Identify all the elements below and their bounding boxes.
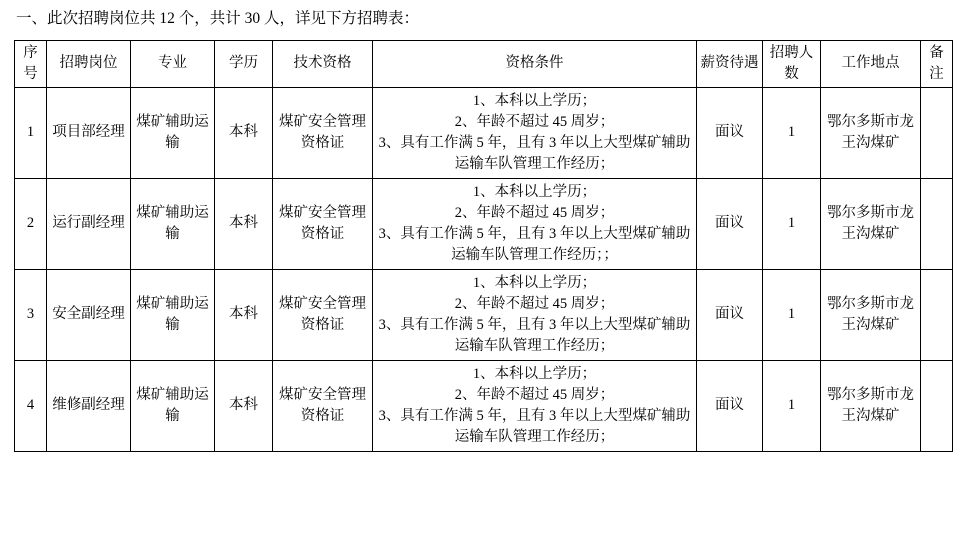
table-header-row: [15, 40, 953, 87]
cell-count: 1: [763, 178, 821, 269]
requirement-line: 2、年龄不超过 45 周岁；: [454, 204, 615, 221]
cell-salary: 面议: [697, 87, 763, 178]
cell-location: 鄂尔多斯市龙王沟煤矿: [821, 360, 921, 451]
cell-requirements: [373, 178, 697, 269]
cell-count: 1: [763, 87, 821, 178]
header-location: 工作地点: [821, 40, 921, 87]
cell-major: 煤矿辅助运输: [131, 178, 215, 269]
requirement-line: 3、具有工作满 5 年，且有 3 年以上大型煤矿辅助运输车队管理工作经历；: [378, 316, 691, 354]
cell-count: 1: [763, 360, 821, 451]
cell-requirements: [373, 87, 697, 178]
header-certificate: 技术资格: [273, 40, 373, 87]
header-count: 招聘人数: [763, 40, 821, 87]
cell-remark: [921, 87, 953, 178]
requirement-line: 1、本科以上学历；: [472, 274, 597, 291]
header-salary: 薪资待遇: [697, 40, 763, 87]
requirement-line: 3、具有工作满 5 年，且有 3 年以上大型煤矿辅助运输车队管理工作经历；: [378, 134, 691, 172]
cell-education: 本科: [215, 360, 273, 451]
requirement-line: 1、本科以上学历；: [472, 183, 597, 200]
cell-education: 本科: [215, 178, 273, 269]
requirement-line: 2、年龄不超过 45 周岁；: [454, 113, 615, 130]
cell-remark: [921, 360, 953, 451]
header-post: 招聘岗位: [47, 40, 131, 87]
cell-salary: 面议: [697, 269, 763, 360]
cell-location: 鄂尔多斯市龙王沟煤矿: [821, 178, 921, 269]
cell-major: 煤矿辅助运输: [131, 360, 215, 451]
cell-count: 1: [763, 269, 821, 360]
intro-paragraph: 一、此次招聘岗位共 12 个，共计 30 人，详见下方招聘表：: [16, 10, 420, 27]
cell-index: 3: [15, 269, 47, 360]
requirement-line: 1、本科以上学历；: [472, 92, 597, 109]
cell-index: 2: [15, 178, 47, 269]
cell-post: 运行副经理: [47, 178, 131, 269]
cell-remark: [921, 178, 953, 269]
header-requirements: 资格条件: [373, 40, 697, 87]
cell-salary: 面议: [697, 360, 763, 451]
table-row: [15, 360, 953, 451]
recruitment-table: [14, 40, 953, 452]
table-row: [15, 178, 953, 269]
cell-major: 煤矿辅助运输: [131, 269, 215, 360]
cell-requirements: [373, 269, 697, 360]
cell-salary: 面议: [697, 178, 763, 269]
requirement-line: 2、年龄不超过 45 周岁；: [454, 295, 615, 312]
cell-certificate: 煤矿安全管理资格证: [273, 269, 373, 360]
cell-location: 鄂尔多斯市龙王沟煤矿: [821, 87, 921, 178]
cell-index: 4: [15, 360, 47, 451]
cell-post: 项目部经理: [47, 87, 131, 178]
table-row: [15, 269, 953, 360]
header-index: 序号: [15, 40, 47, 87]
cell-post: 维修副经理: [47, 360, 131, 451]
requirement-line: 3、具有工作满 5 年，且有 3 年以上大型煤矿辅助运输车队管理工作经历；: [378, 407, 691, 445]
cell-location: 鄂尔多斯市龙王沟煤矿: [821, 269, 921, 360]
cell-index: 1: [15, 87, 47, 178]
requirement-line: 2、年龄不超过 45 周岁；: [454, 386, 615, 403]
requirement-line: 1、本科以上学历；: [472, 365, 597, 382]
cell-major: 煤矿辅助运输: [131, 87, 215, 178]
cell-education: 本科: [215, 87, 273, 178]
cell-requirements: [373, 360, 697, 451]
cell-remark: [921, 269, 953, 360]
cell-certificate: 煤矿安全管理资格证: [273, 87, 373, 178]
cell-certificate: 煤矿安全管理资格证: [273, 178, 373, 269]
table-row: [15, 87, 953, 178]
cell-post: 安全副经理: [47, 269, 131, 360]
header-remark: 备注: [921, 40, 953, 87]
header-education: 学历: [215, 40, 273, 87]
header-major: 专业: [131, 40, 215, 87]
cell-certificate: 煤矿安全管理资格证: [273, 360, 373, 451]
requirement-line: 3、具有工作满 5 年，且有 3 年以上大型煤矿辅助运输车队管理工作经历；；: [378, 225, 691, 263]
cell-education: 本科: [215, 269, 273, 360]
